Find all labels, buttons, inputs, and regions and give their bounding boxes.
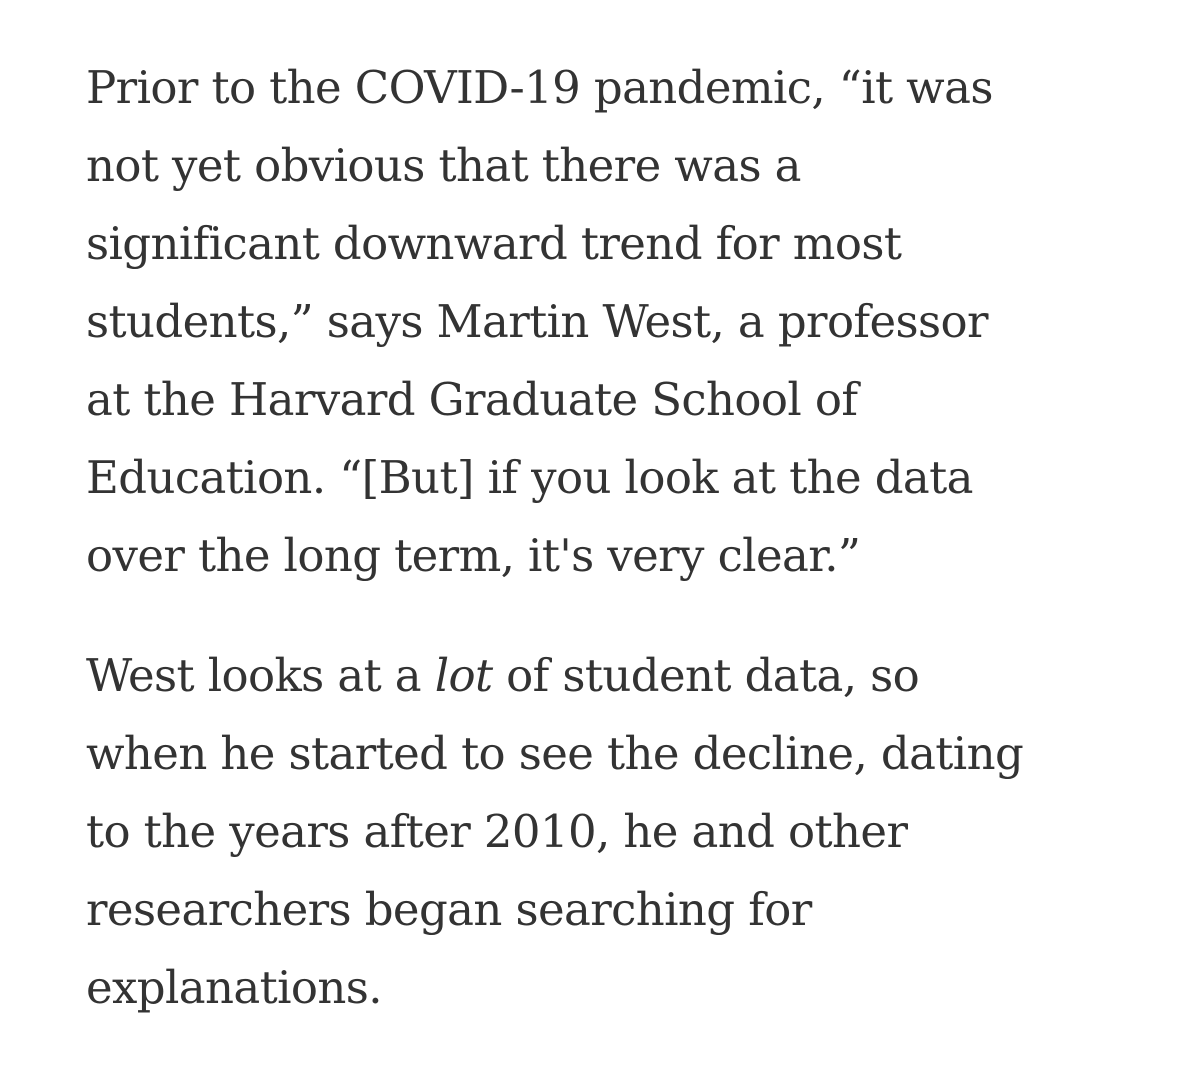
paragraph-1-line: Education. “[But] if you look at the data [86, 451, 973, 504]
paragraph-1-line: not yet obvious that there was a [86, 139, 801, 192]
paragraph-1-line: students,” says Martin West, a professor [86, 295, 988, 348]
text-segment: of student data, so [492, 649, 920, 702]
paragraph-2-line: explanations. [86, 961, 382, 1014]
article-body [86, 49, 1126, 1027]
text-segment: West looks at a [86, 649, 435, 702]
paragraph-1-line: significant downward trend for most [86, 217, 902, 270]
paragraph-2 [86, 637, 1126, 1027]
paragraph-1-line: Prior to the COVID-19 pandemic, “it was [86, 61, 993, 114]
paragraph-1-line: at the Harvard Graduate School of [86, 373, 858, 426]
paragraph-1-line: over the long term, it's very clear.” [86, 529, 861, 582]
paragraph-2-line: when he started to see the decline, dating [86, 727, 1024, 780]
emphasis-text: lot [434, 649, 493, 702]
paragraph-1 [86, 49, 1126, 595]
paragraph-2-line: researchers began searching for [86, 883, 812, 936]
paragraph-2-line: to the years after 2010, he and other [86, 805, 908, 858]
paragraph-2-line [86, 637, 1126, 715]
